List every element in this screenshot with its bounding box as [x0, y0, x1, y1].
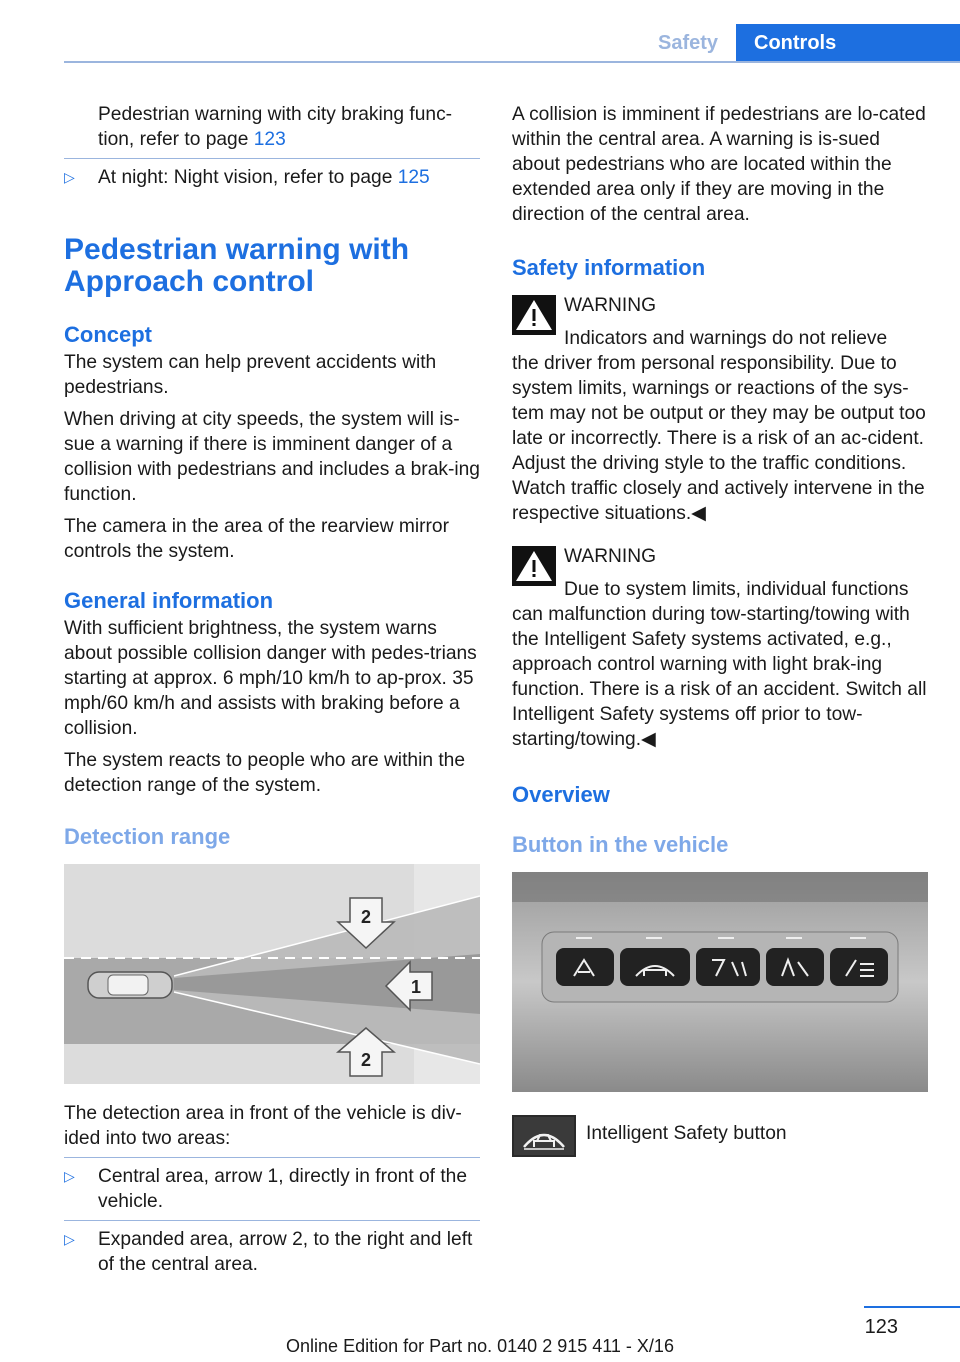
warning-triangle-icon — [512, 546, 556, 586]
warning-triangle-icon — [512, 295, 556, 335]
warning-block-1 — [512, 293, 930, 526]
concept-paragraph-1: The system can help prevent accidents with pedestrians. — [64, 352, 437, 398]
detection-caption: The detection area in front of the vehicle is div-ided into two areas: — [64, 1103, 462, 1149]
section-title — [64, 234, 480, 298]
right-column — [512, 102, 930, 1157]
warning-1-body: the driver from personal responsibility. Due to system limits, warnings or reactions of the sys-tem may not be output or they may be output too late or incorrectly. There is a risk of an ac-cident. Adjust the driving style to the traffic conditions. Watch traffic closely and actively intervene in the respective situations.◀ — [512, 353, 926, 524]
car-icon — [88, 972, 172, 998]
button-legend-text: Intelligent Safety button — [586, 1123, 787, 1144]
collision-paragraph: A collision is imminent if pedestrians are lo-cated within the central area. A warning is is-sued about pedestrians who are located within the extended area only if they are moving in the direction of the central area. — [512, 104, 926, 225]
bullet-central-area — [64, 1164, 480, 1214]
warning-2-body: can malfunction during tow-starting/towing with the Intelligent Safety systems activated, e.g., approach control warning with light brak-ing function. There is a risk of an accident. Switch all Intelligent Safety systems off prior to tow-starting/towing.◀ — [512, 604, 927, 750]
bullet-divider — [64, 1157, 480, 1158]
general-information-heading: General information — [64, 588, 274, 613]
bullet-triangle-icon: ▷ — [64, 169, 75, 185]
general-paragraph-2: The system reacts to people who are within the detection range of the system. — [64, 750, 466, 796]
bullet-divider — [64, 158, 480, 159]
section-title-line-2: Approach control — [64, 265, 315, 298]
section-tab-safety[interactable]: Safety — [657, 32, 719, 54]
edition-footer: Online Edition for Part no. 0140 2 915 411 - X/16 — [286, 1336, 674, 1356]
warning-2-lead: Due to system limits, individual functions — [564, 579, 909, 600]
intro-line-1: Pedestrian warning with city braking func- — [98, 104, 453, 125]
button-legend — [512, 1115, 930, 1157]
figure-label-top: 2 — [360, 907, 372, 927]
warning-1-lead: Indicators and warnings do not relieve — [564, 328, 888, 349]
footer-divider — [864, 1306, 960, 1308]
detection-range-figure — [64, 864, 480, 1084]
warning-block-2 — [512, 544, 930, 752]
bullet-triangle-icon: ▷ — [64, 1168, 75, 1184]
overview-heading: Overview — [512, 782, 610, 807]
warning-2-title: WARNING — [564, 546, 657, 567]
concept-heading: Concept — [64, 322, 152, 347]
bullet-expanded-area — [64, 1227, 480, 1277]
left-column — [64, 102, 480, 1277]
intro-text — [64, 102, 480, 152]
bullet-divider — [64, 1220, 480, 1221]
figure-label-bottom: 2 — [360, 1050, 372, 1070]
detection-range-heading: Detection range — [64, 824, 231, 849]
intro-line-2: tion, refer to page — [98, 129, 249, 150]
concept-paragraph-3: The camera in the area of the rearview mirror controls the system. — [64, 516, 449, 562]
button-in-vehicle-heading: Button in the vehicle — [512, 832, 729, 857]
page-link-125[interactable]: 125 — [397, 167, 430, 188]
bullet-triangle-icon: ▷ — [64, 1231, 75, 1247]
figure-label-1: 1 — [410, 977, 422, 997]
section-title-line-1: Pedestrian warning with — [64, 233, 410, 266]
bullet-expanded-text: Expanded area, arrow 2, to the right and left of the central area. — [98, 1229, 473, 1275]
safety-information-heading: Safety information — [512, 255, 706, 280]
bullet-night-text: At night: Night vision, refer to page — [98, 167, 393, 188]
bullet-central-text: Central area, arrow 1, directly in front of the vehicle. — [98, 1166, 467, 1212]
header-divider — [64, 61, 960, 63]
intelligent-safety-icon — [512, 1115, 576, 1157]
concept-paragraph-2: When driving at city speeds, the system will is-sue a warning if there is imminent danger of a collision with pedestrians and includes a brak-ing function. — [64, 409, 480, 505]
chapter-tab-controls[interactable]: Controls — [736, 24, 960, 62]
page-number: 123 — [864, 1316, 898, 1338]
bullet-night-vision — [64, 165, 480, 190]
warning-1-title: WARNING — [564, 295, 657, 316]
button-panel-photo — [512, 872, 928, 1092]
general-paragraph-1: With sufficient brightness, the system warns about possible collision danger with pedes-trians starting at approx. 6 mph/10 km/h to ap-prox. 35 mph/60 km/h and assists with braking before a collision. — [64, 618, 477, 739]
page-header — [0, 24, 960, 62]
page-link-123[interactable]: 123 — [253, 129, 286, 150]
